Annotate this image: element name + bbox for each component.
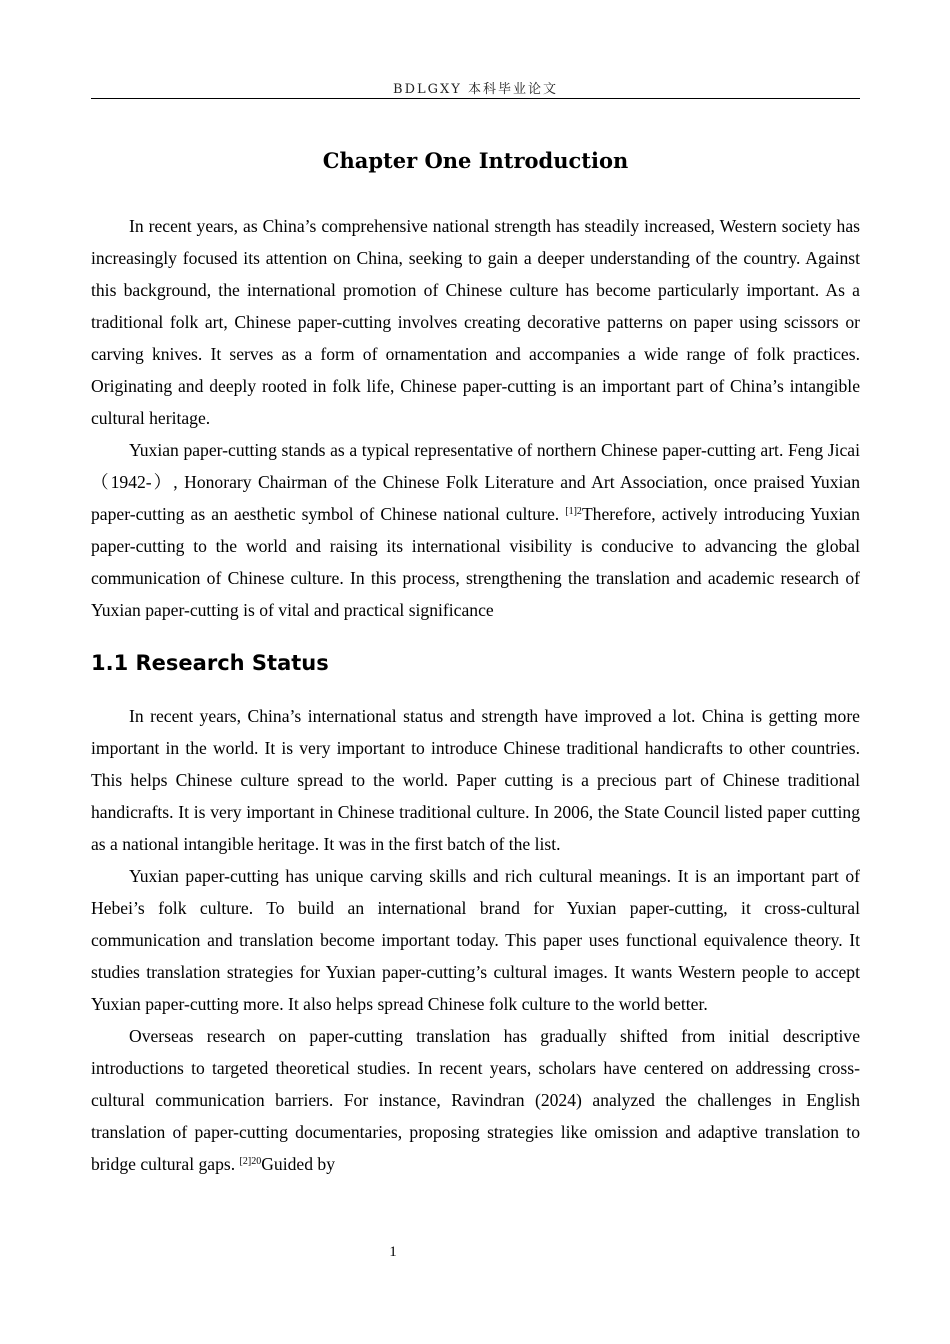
research-paragraph-2: Yuxian paper-cutting has unique carving skills and rich cultural meanings. It is an important part of Hebei’s folk culture. To build an international brand for Yuxian paper-cutting, it cross-cultural communication and translation become important today. This paper uses functional equivalence theory. It studies translation strategies for Yuxian paper-cutting’s cultural images. It wants Western people to accept Yuxian paper-cutting more. It also helps spread Chinese folk culture to the world better.	[91, 866, 860, 1014]
introduction-body	[91, 210, 860, 626]
research-paragraph-3-text: Overseas research on paper-cutting translation has gradually shifted from initial descriptive introductions to targeted theoretical studies. In recent years, scholars have centered on addressing cross-cultural communication barriers. For instance, Ravindran (2024) analyzed the challenges in English translation of paper-cutting documentaries, proposing strategies like omission and adaptive translation to bridge cultural gaps.	[91, 1026, 860, 1174]
page-number: 1	[389, 1244, 397, 1260]
intro-paragraph-2-text: Yuxian paper-cutting stands as a typical representative of northern Chinese paper-cutting art. Feng Jicai（1942-）, Honorary Chairman of the Chinese Folk Literature and Art Association, once praised Yuxian paper-cutting as an aesthetic symbol of Chinese national culture.	[91, 440, 860, 524]
section-heading: 1.1 Research Status	[91, 651, 329, 675]
research-paragraph-3	[91, 1020, 860, 1180]
citation-ref: [1]2	[565, 506, 582, 517]
header-divider	[91, 98, 860, 99]
intro-paragraph-2	[91, 434, 860, 626]
research-paragraph-1: In recent years, China’s international status and strength have improved a lot. China is getting more important in the world. It is very important to introduce Chinese traditional handicrafts to other countries. This helps Chinese culture spread to the world. Paper cutting is a precious part of Chinese traditional handicrafts. It is very important in Chinese traditional culture. In 2006, the State Council listed paper cutting as a national intangible heritage. It was in the first batch of the list.	[91, 706, 860, 854]
running-header: BDLGXY 本科毕业论文	[393, 82, 558, 97]
research-paragraph-3-text-cont: Guided by	[261, 1154, 335, 1174]
research-status-body	[91, 700, 860, 1180]
chapter-title: Chapter One Introduction	[322, 148, 629, 173]
intro-paragraph-1: In recent years, as China’s comprehensive national strength has steadily increased, Western society has increasingly focused its attention on China, seeking to gain a deeper understanding of the country. Against this background, the international promotion of Chinese culture has become particularly important. As a traditional folk art, Chinese paper-cutting involves creating decorative patterns on paper using scissors or carving knives. It serves as a form of ornamentation and accompanies a wide range of folk practices. Originating and deeply rooted in folk life, Chinese paper-cutting is an important part of China’s intangible cultural heritage.	[91, 216, 860, 428]
citation-ref: [2]20	[239, 1156, 262, 1167]
intro-paragraph-2-text-cont: Therefore, actively introducing Yuxian paper-cutting to the world and raising its international visibility is conducive to advancing the global communication of Chinese culture. In this process, strengthening the translation and academic research of Yuxian paper-cutting is of vital and practical significance	[91, 504, 860, 620]
